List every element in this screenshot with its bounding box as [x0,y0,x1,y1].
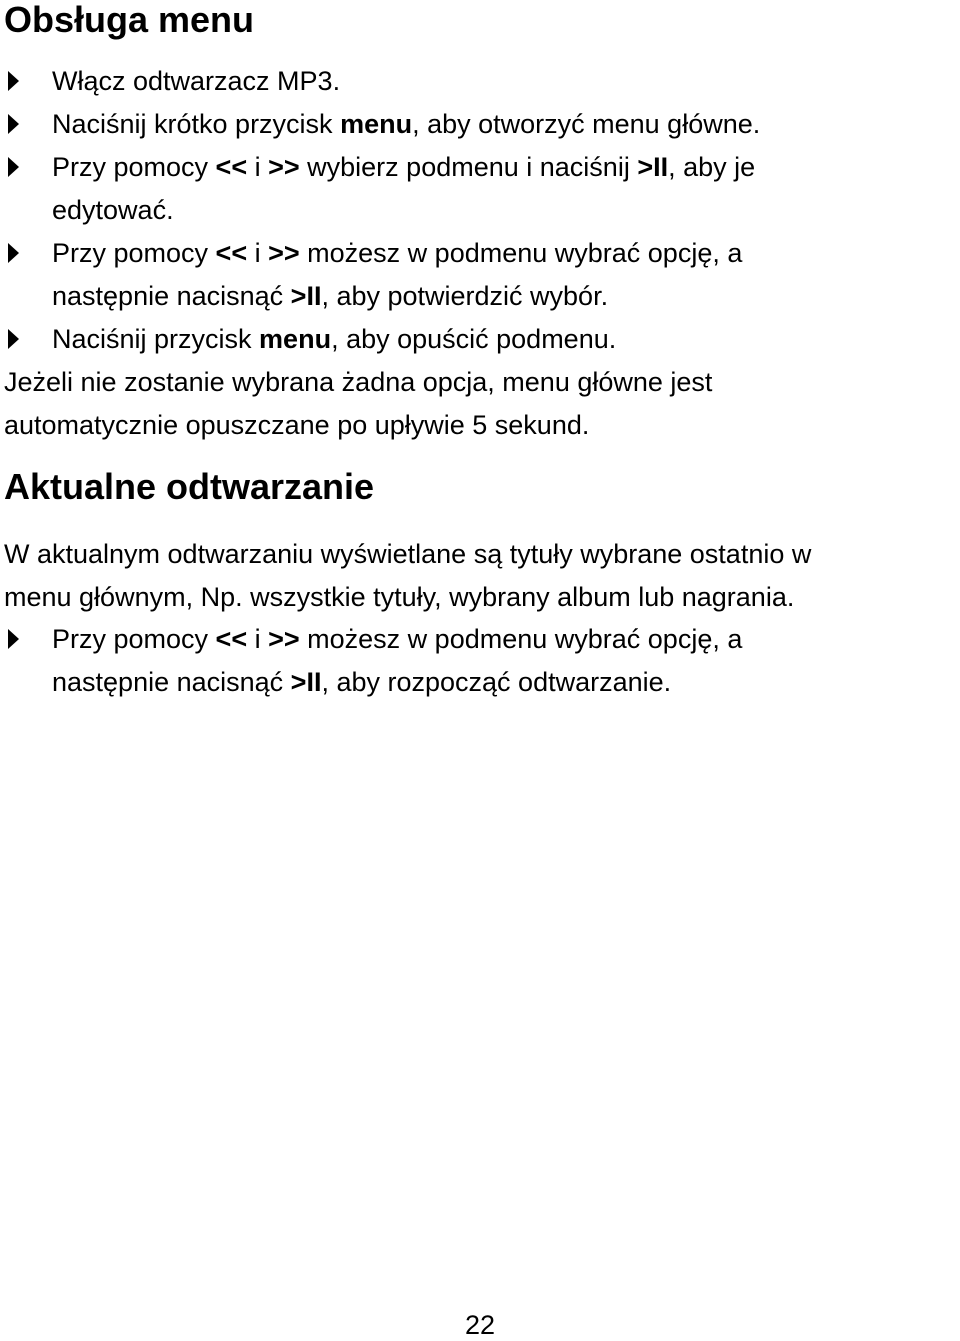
bullet-arrow-icon [8,629,19,649]
bullet-arrow-icon [8,157,19,177]
page-number: 22 [464,1310,496,1340]
bullet-arrow-icon [8,329,19,349]
rewind-key-label: << [215,238,248,268]
forward-key-label: >> [268,152,300,182]
bullet-arrow-icon [8,71,19,91]
now-playing-description: W aktualnym odtwarzaniu wyświetlane są tytuły wybrane ostatnio w menu głównym, Np. wszystkie tytuły, wybrany album lub nagrania. [4,539,812,612]
bullet-arrow-icon [8,114,19,134]
bullet-arrow-icon [8,243,19,263]
forward-key-label: >> [268,624,300,654]
list-item-text: Przy pomocy << i >> możesz w podmenu wybrać opcję, a następnie nacisnąć >II, aby rozpocząć odtwarzanie. [52,624,743,697]
list-item-text: Przy pomocy << i >> wybierz podmenu i naciśnij >II, aby je edytować. [52,152,756,225]
rewind-key-label: << [215,152,248,182]
rewind-key-label: << [215,624,248,654]
timeout-note: Jeżeli nie zostanie wybrana żadna opcja, menu główne jest automatycznie opuszczane po upływie 5 sekund. [4,367,713,440]
list-item-text: Naciśnij przycisk menu, aby opuścić podmenu. [52,324,617,354]
play-pause-key-label: >II [290,281,322,311]
section-title-now-playing: Aktualne odtwarzanie [4,466,375,507]
list-item-text: Przy pomocy << i >> możesz w podmenu wybrać opcję, a następnie nacisnąć >II, aby potwierdzić wybór. [52,238,743,311]
menu-key-label: menu [340,109,413,139]
forward-key-label: >> [268,238,300,268]
list-item-text: Naciśnij krótko przycisk menu, aby otworzyć menu główne. [52,109,761,139]
section-title-menu: Obsługa menu [4,0,255,40]
play-pause-key-label: >II [290,667,322,697]
list-item-text: Włącz odtwarzacz MP3. [52,66,341,96]
play-pause-key-label: >II [637,152,669,182]
menu-key-label: menu [259,324,332,354]
